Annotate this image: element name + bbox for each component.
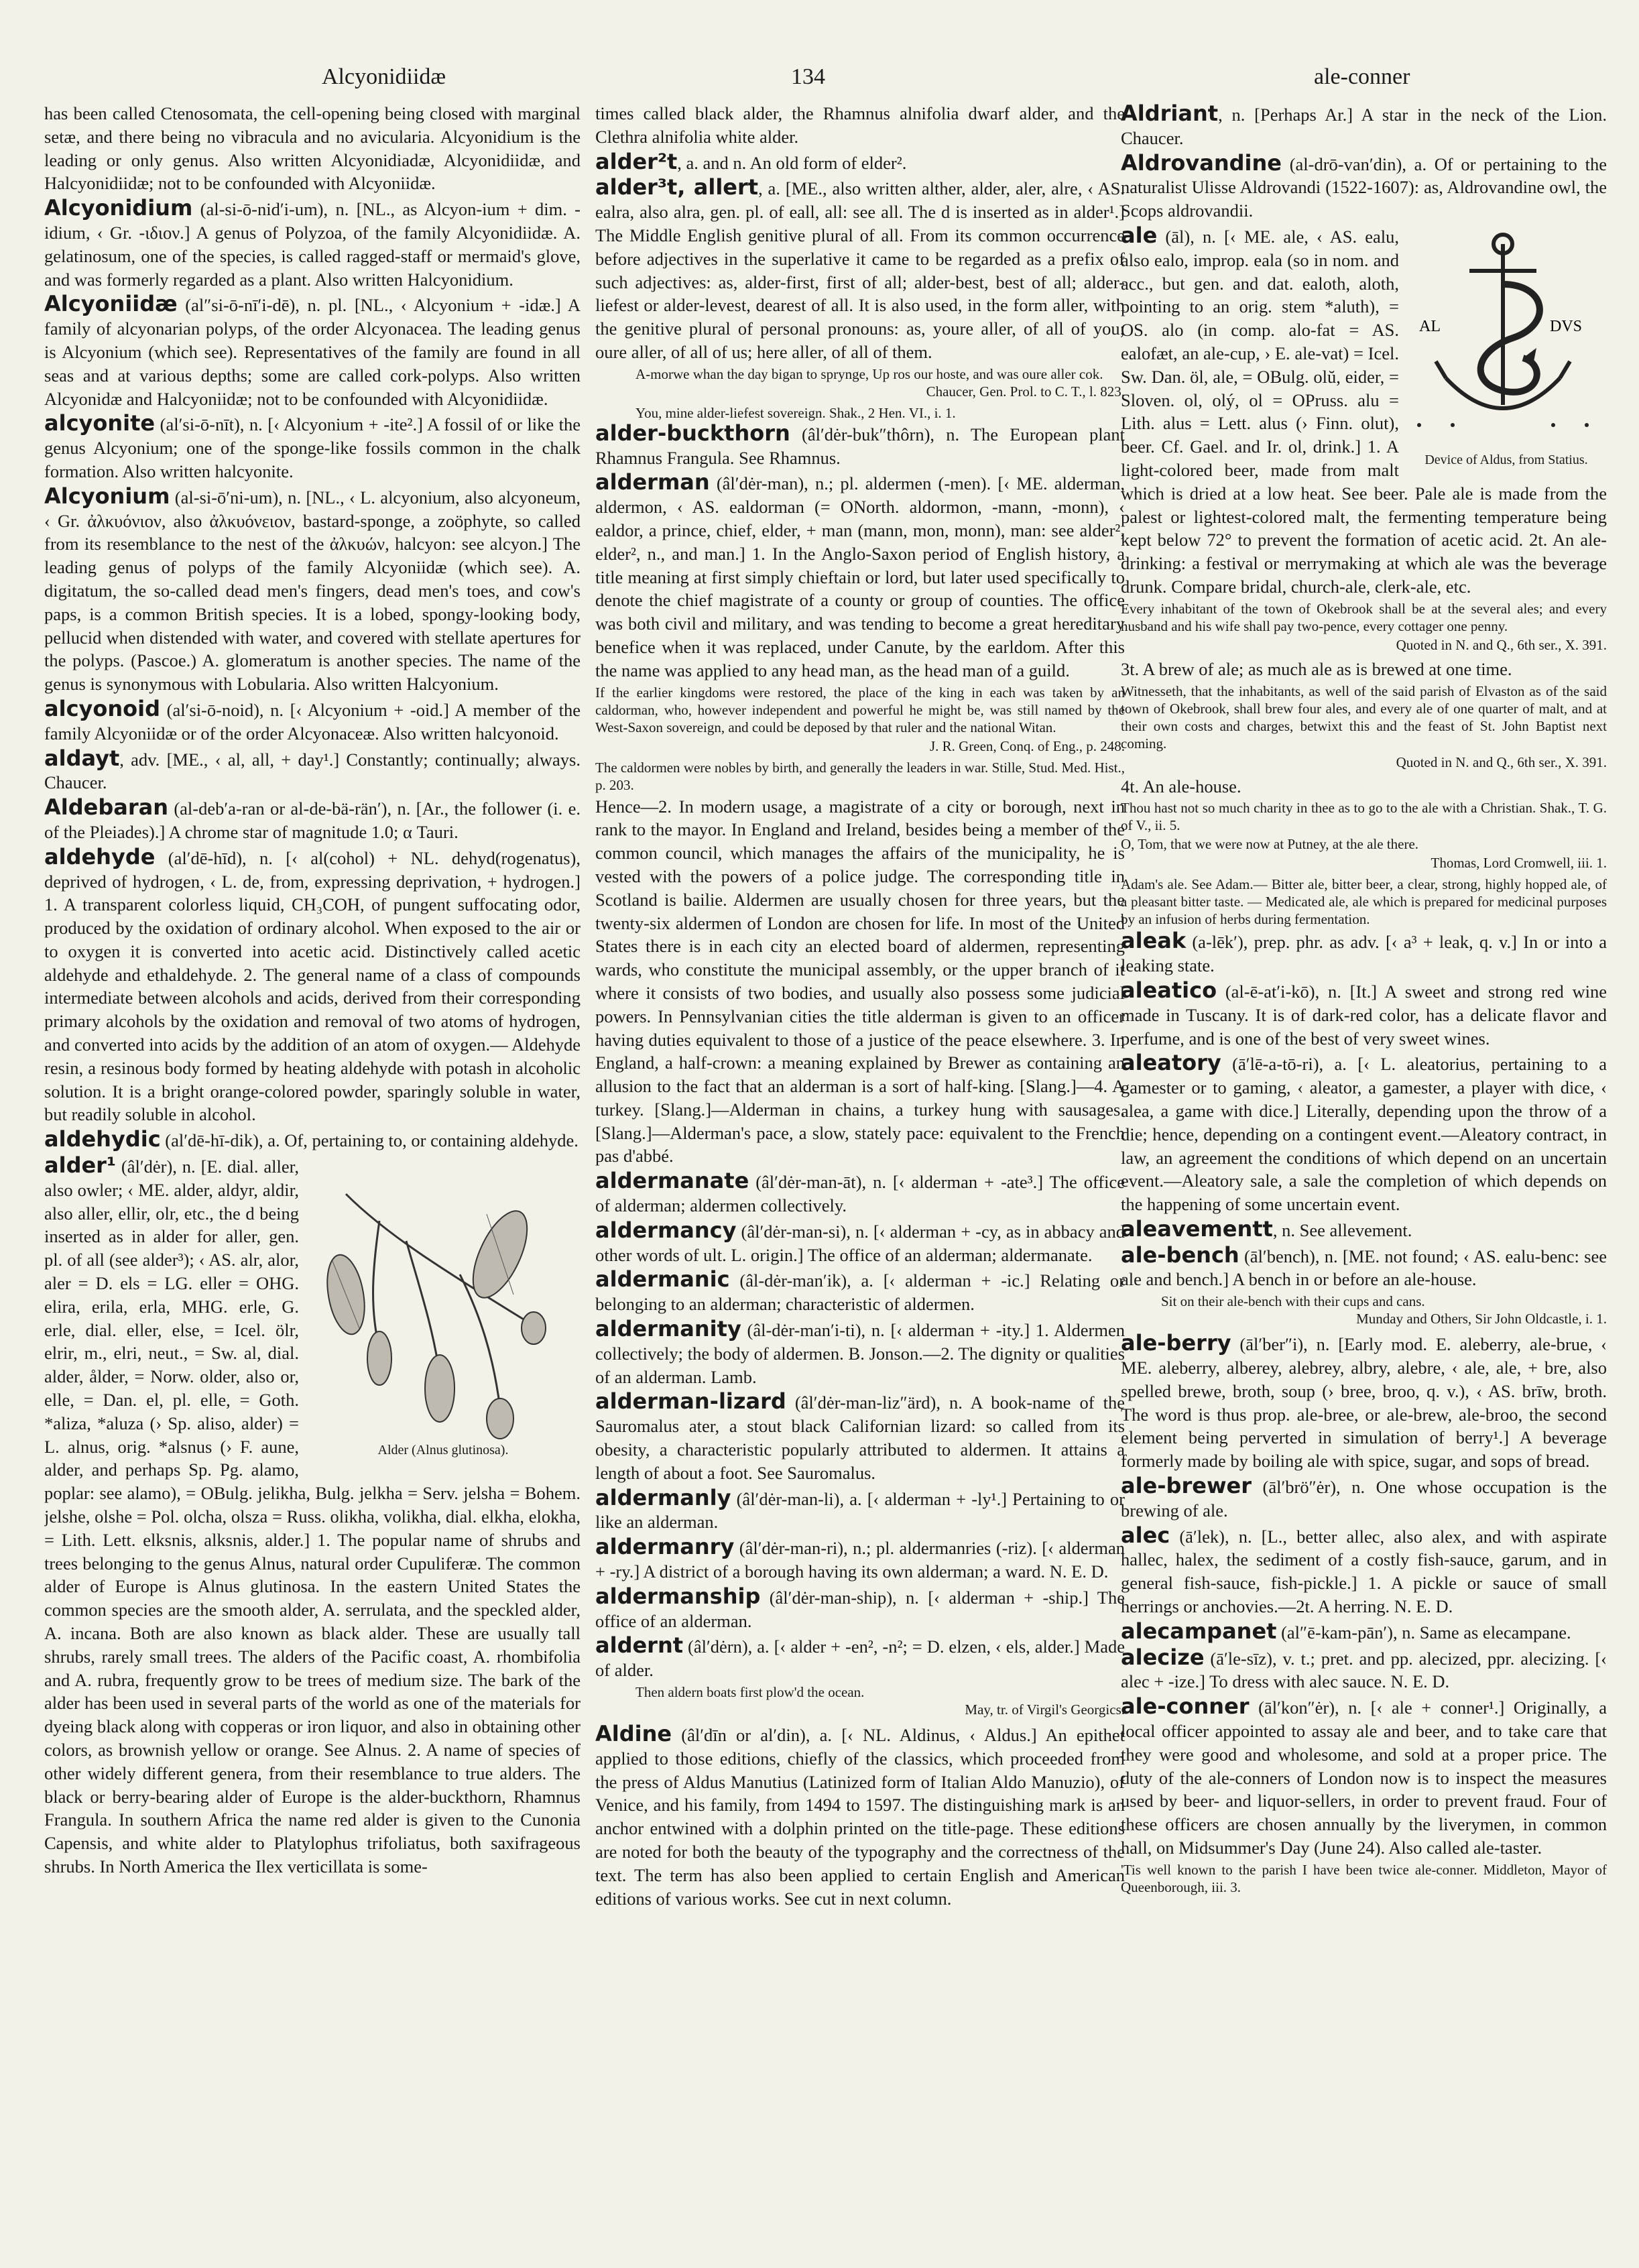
entry-text: [595, 759, 1125, 794]
dictionary-entry: [1121, 1646, 1607, 1694]
entry-text: [595, 1701, 1125, 1718]
entry-text: [1121, 600, 1607, 635]
alder-illustration: [306, 1154, 581, 1458]
dictionary-entry: [1121, 1474, 1607, 1523]
definition-text: Munday and Others, Sir John Oldcastle, i. 1.: [1356, 1311, 1607, 1327]
definition-text: (âl′dėr-man), n.; pl. aldermen (-men). [‹ ME. alderman, aldermon, ‹ AS. ealdorman (= ONorth. aldormon, -mann, -monn), ‹ ealdor, a prince, chief, elder, + man (mann, mon, monn), man: see alder², elder², n., and man.] 1. In the Anglo-Saxon period of English history, a title meaning at first simply chieftain or lord, but later used specifically to denote the chief magistrate of a county or group of counties. The office was both civil and military, and was tending to become a great hereditary benefice when it was replaced, under Canute, by the earldom. After this the name was applied to any head man, as the head man of a guild.: [595, 473, 1125, 680]
definition-text: If the earlier kingdoms were restored, the place of the king in each was taken by an caldorman, who, however independent and powerful he might be, was still named by the West-Saxon sovereign, and could be deposed by that ruler and the national Witan.: [595, 684, 1125, 735]
dictionary-entry: [595, 1390, 1125, 1484]
entry-text: [1121, 636, 1607, 654]
headword: aldernt: [595, 1632, 684, 1659]
dictionary-entry: [595, 1585, 1125, 1633]
headword: alecampanet: [1121, 1618, 1277, 1644]
dictionary-entry: [44, 1128, 581, 1152]
dictionary-entry: [595, 1634, 1125, 1682]
dictionary-entry: [1121, 1524, 1607, 1618]
dictionary-entry: [595, 1486, 1125, 1535]
definition-text: (âl′dėrn), a. [‹ alder + -en², -n²; = D. elzen, ‹ els, alder.] Made of alder.: [595, 1636, 1125, 1681]
dictionary-entry: [595, 1317, 1125, 1388]
dictionary-entry: [1121, 102, 1607, 150]
entry-text: [595, 365, 1125, 383]
definition-text: (al′dē-hī-dik), a. Of, pertaining to, or containing aldehyde.: [160, 1130, 579, 1151]
column-3: [1121, 102, 1607, 2247]
definition-text: (al″ē-kam-pān′), n. Same as elecampane.: [1276, 1622, 1571, 1643]
definition-text: (al-si-ō-nid′i-um), n. [NL., as Alcyon-ium + dim. -idium, ‹ Gr. -ιδιον.] A genus of Polyzoa, of the family Alcyonidiidæ. A. gelatinosum, one of the species, is called ragged-staff or mermaid's glove, and was formerly regarded as a plant. Also written Halcyonidium.: [44, 199, 581, 290]
definition-text: (al″si-ō-nī′i-dē), n. pl. [NL., ‹ Alcyonium + -idæ.] A family of alcyonarian polyps, of the order Alcyonacea. The leading genus is Alcyonium (which see). Representatives of the family are found in all seas and at various depths; some are called cork-polyps. Also written Alcyonidæ and Halcyoniidæ; not to be confounded with Alcyonidiidæ.: [44, 295, 581, 409]
aldus-device-illustration: [1406, 224, 1607, 468]
header-left-guideword: Alcyonidiidæ: [322, 64, 446, 89]
headword: alecize: [1121, 1644, 1205, 1670]
headword: Alcyonium: [44, 483, 170, 509]
headword: aleatory: [1121, 1050, 1221, 1076]
entry-text: [595, 795, 1125, 1169]
definition-text: Hence—2. In modern usage, a magistrate of a city or borough, next in rank to the mayor. In England and Ireland, besides being a member of the common council, which manages the affairs of the municipality, he is vested with the powers of a police judge. The corresponding title in Scotland is bailie. Aldermen are usually chosen for three years, but the twenty-six aldermen of London are chosen for life. In most of the United States there is in each city an elected board of aldermen, representing wards, who constitute the municipal assembly, or the upper branch of it where it consists of two bodies, and usually also possess some judicial powers. In Pennsylvanian cities the title alderman is given to an officer having duties equivalent to those of a justice of the peace elsewhere. 3. In England, a half-crown: a meaning explained by Brewer as containing an allusion to the fact that an alderman is a sort of half-king. [Slang.]—4. A turkey. [Slang.]—Alderman in chains, a turkey hung with sausages. [Slang.]—Alderman's pace, a slow, stately pace: equivalent to the French pas d'abbé.: [595, 796, 1125, 1167]
headword: Alcyonidium: [44, 195, 193, 221]
dictionary-entry: [595, 1722, 1125, 1910]
dictionary-entry: [1121, 1217, 1607, 1242]
headword: aleatico: [1121, 977, 1217, 1003]
headword: Aldine: [595, 1721, 672, 1747]
definition-text: Adam's ale. See Adam.— Bitter ale, bitter beer, a clear, strong, highly hopped ale, of a pleasant bitter taste. — Medicated ale, ale which is prepared for medicinal purposes by an infusion of herbs during fermentation.: [1121, 876, 1607, 928]
headword: alder¹: [44, 1152, 116, 1179]
definition-text: (al-si-ō′ni-um), n. [NL., ‹ L. alcyonium, also alcyoneum, ‹ Gr. ἀλκυόνιον, also ἀλκυόνειον, bastard-sponge, a zoöphyte, so called from its resemblance to the nest of the ἀλκυών, halcyon: see alcyon.] The leading genus of polyps of the family Alcyoniidæ (which see). A. digitatum, the so-called dead men's fingers, dead men's toes, and cow's paps, is a common British species. It is a lobed, spongy-looking body, pellucid when distended with water, and covered with stellate apertures for the polyps. (Pascoe.) A. glomeratum is another species. The name of the genus is synonymous with Lobularia. Also written Halcyonium.: [44, 487, 581, 695]
aldus-caption: Device of Aldus, from Statius.: [1424, 452, 1588, 467]
headword: alec: [1121, 1522, 1170, 1548]
definition-text: (âl′dīn or al′din), a. [‹ NL. Aldinus, ‹ Aldus.] An epithet applied to those editions, chiefly of the classics, which proceeded from the press of Aldus Manutius (Latinized form of Italian Aldo Manuzio), of Venice, and his family, from 1494 to 1597. The distinguishing mark is an anchor entwined with a dolphin printed on the title-page. These editions are noted for both the beauty of the typography and the correctness of the text. The term has also been applied to certain English and American editions of various works. See cut in next column.: [595, 1725, 1125, 1909]
definition-text: (al′si-ō-noid), n. [‹ Alcyonium + -oid.] A member of the family Alcyoniidæ or of the order Alcyonaceæ. Also written halcyonoid.: [44, 699, 581, 743]
headword: Aldriant: [1121, 102, 1219, 126]
dictionary-entry: [44, 845, 581, 1127]
definition-text: A-morwe whan the day bigan to sprynge, Up ros our hoste, and was oure aller cok.: [635, 365, 1103, 382]
headword: aldermanity: [595, 1316, 741, 1342]
dictionary-entry: [1121, 979, 1607, 1050]
definition-text: (âl′dėr), n. [E. dial. aller, also owler; ‹ ME. alder, aldyr, aldir, also aller, ellir, olr, etc., the d being inserted as in alder for aller, gen. pl. of all (see alder³); ‹ AS. alr, alor, aler = D. els = LG. eller = OHG. elira, erila, erla, MHG. erle, G. erle, dial. eller, else, = Icel. ölr, elrir, m., elri, neut., = Sw. al, dial. alder, ålder, = Norw. older, also or, elle, = Dan. el, pl. elle, = Goth. *aliza, *aluza (› Sp. aliso, alder) = L. alnus, orig. *alsnus (› F. aune, alder, and perhaps Sp. Pg. alamo, poplar: see alamo), = OBulg. jelikha, Bulg. jelkha = Serv. jelsha = Bohem. jelshe, olshe = Pol. olcha, olsza = Russ. olikha, volikha, dial. elkha, elokha, = Lith. Lett. elksnis, alksnis, alder.] 1. The popular name of shrubs and trees belonging to the genus Alnus, natural order Cupuliferæ. The common alder of Europe is Alnus glutinosa. In the eastern United States the common species are the smooth alder, A. serrulata, and the speckled alder, A. incana. Both are also known as black alder. These are usually tall shrubs, rarely small trees. The alders of the Pacific coast, A. rhombifolia and A. rubra, frequently grow to be trees of medium size. The bark of the alder has been used in several parts of the world as one of the materials for dyeing black along with copperas or iron liquor, and also in obtaining other colors, as brownish yellow or orange. See Alnus. 2. A name of species of other widely different genera, from their resemblance to true alders. The black or berry-bearing alder of Europe is the alder-buckthorn, Rhamnus Frangula. In southern Africa the name red alder is given to the Cunonia Capensis, and white alder to Platylophus trifoliatus, both saxifrageous shrubs. In North America the Ilex verticillata is some-: [44, 1156, 581, 1876]
headword: alcyonite: [44, 410, 156, 436]
entry-text: [1121, 754, 1607, 771]
dictionary-entry: [595, 150, 1125, 175]
entry-text: [1121, 1861, 1607, 1896]
dictionary-entry: [1121, 1051, 1607, 1216]
dictionary-entry: [595, 1535, 1125, 1584]
definition-text: (ā′le-sīz), v. t.; pret. and pp. alecized, ppr. alecizing. [‹ alec + -ize.] To dress with alec sauce. N. E. D.: [1121, 1648, 1607, 1692]
definition-text: O, Tom, that we were now at Putney, at the ale there.: [1121, 836, 1419, 853]
definition-text: (āl), n. [‹ ME. ale, ‹ AS. ealu, also ealo, improp. eala (so in nom. and acc., but gen. and dat. ealoth, aloth, pointing to an orig. stem *aluth), = OS. alo (in comp. alo-fat = AS. ealofæt, an ale-cup, › E. ale-vat) = Icel. Sw. Dan. öl, ale, = OBulg. olŭ, eider, = Sloven. ol, olý, ol = OPruss. alu = Lith. alus = Lett. alus (› Finn. olut), beer. Cf. Gael. and Ir. ol, drink.] 1. A light-colored beer, made from malt which is dried at a low heat. See beer. Pale ale is made from the palest or lightest-colored malt, the fermenting temperature being kept below 72° to prevent the formation of acetic acid. 2t. An ale-drinking: a festival or merrymaking at which ale was the beverage drunk. Compare bridal, church-ale, clerk-ale, etc.: [1121, 226, 1607, 597]
definition-text: Quoted in N. and Q., 6th ser., X. 391.: [1396, 754, 1607, 770]
dictionary-entry: [1121, 1244, 1607, 1292]
entry-text: [1121, 1293, 1607, 1310]
dictionary-entry: [44, 412, 581, 483]
aldus-mark-right: DVS: [1550, 317, 1583, 335]
definition-text: (a-lēk′), prep. phr. as adv. [‹ a³ + leak, q. v.] In or into a leaking state.: [1121, 932, 1607, 976]
entry-text: [1121, 658, 1607, 681]
headword: ale-berry: [1121, 1330, 1231, 1356]
headword: alcyonoid: [44, 695, 161, 721]
definition-text: (âl′dėr-man-ri), n.; pl. aldermanries (-riz). [‹ alderman + -ry.] A district of a borough having its own alderman; a ward. N. E. D.: [595, 1538, 1125, 1582]
definition-text: (āl′ber″i), n. [Early mod. E. aleberry, ale-brue, ‹ ME. aleberry, alberey, alebrey, albry, alebre, ‹ ale, ale, + bre, also spelled brewe, broth, soup (› bree, broo, q. v.), ‹ AS. brīw, broth. The word is thus prop. ale-bree, or ale-brew, ale-broo, the second element being perverted in simulation of berry¹.] A beverage formerly made by boiling ale with spice, sugar, and sops of bread.: [1121, 1334, 1607, 1472]
dictionary-entry: [44, 697, 581, 745]
definition-text: Thomas, Lord Cromwell, iii. 1.: [1431, 855, 1607, 872]
alder-branch-icon: [306, 1154, 574, 1442]
entry-text: [1121, 876, 1607, 928]
headword: alderman: [595, 469, 710, 495]
dictionary-entry: [44, 485, 581, 696]
column-1: [44, 102, 581, 2247]
entry-text: [1121, 682, 1607, 752]
definition-text: , a. [ME., also written alther, alder, aler, alre, ‹ AS. ealra, also alra, gen. pl. of eall, all: see all. The d is inserted as in alder¹.] The Middle English genitive plural of all. From its common occurrence before adjectives in the superlative it came to be regarded as a prefix of such adjectives: as, alder-first, first of all; alder-best, best of all; alder-liefest or alder-levest, dearest of all. It is also used, in the form aller, with the genitive plural of personal pronouns: as, youre aller, of all of you; oure aller, of all of us; here aller, of all of them.: [595, 178, 1125, 362]
headword: Aldebaran: [44, 794, 168, 821]
definition-text: May, tr. of Virgil's Georgics.: [965, 1702, 1125, 1718]
definition-text: Then aldern boats first plow'd the ocean.: [635, 1684, 865, 1701]
entry-text: [1121, 835, 1607, 853]
definition-text: J. R. Green, Conq. of Eng., p. 248.: [929, 737, 1125, 754]
dictionary-entry: [44, 196, 581, 291]
dictionary-entry: [1121, 1331, 1607, 1473]
headword: Alcyoniidæ: [44, 291, 178, 317]
definition-text: Thou hast not so much charity in thee as to go to the ale with a Christian. Shak., T. G. of V., ii. 5.: [1121, 800, 1607, 834]
header-right-guideword: ale-conner: [1314, 64, 1410, 89]
definition-text: (âl-dėr-man′i-ti), n. [‹ alderman + -ity.] 1. Aldermen collectively; the body of aldermen. B. Jonson.—2. The dignity or qualities of an alderman. Lamb.: [595, 1320, 1125, 1387]
headword: aldermanate: [595, 1168, 749, 1194]
entry-text: [595, 102, 1125, 149]
headword: aldermanry: [595, 1534, 735, 1560]
definition-text: (âl′dėr-man-ship), n. [‹ alderman + -ship.] The office of an alderman.: [595, 1587, 1125, 1631]
definition-text: 4t. An ale-house.: [1121, 776, 1241, 796]
headword: ale: [1121, 222, 1158, 248]
entry-text: [1121, 1310, 1607, 1327]
headword: aldermanly: [595, 1484, 731, 1510]
definition-text: Witnesseth, that the inhabitants, as well of the said parish of Elvaston as of the said town of Okebrook, shall brew four ales, and every ale of one quarter of malt, and at their own costs and charges, betwixt this and the feast of St. John Baptist next coming.: [1121, 682, 1607, 752]
definition-text: (āl′bench), n. [ME. not found; ‹ AS. ealu-benc: see ale and bench.] A bench in or before an ale-house.: [1121, 1246, 1607, 1290]
definition-text: (âl-dėr-man′ik), a. [‹ alderman + -ic.] Relating or belonging to an alderman; characteristic of aldermen.: [595, 1270, 1125, 1315]
definition-text: times called black alder, the Rhamnus alnifolia dwarf alder, and the Clethra alnifolia white alder.: [595, 103, 1125, 147]
definition-text: (al-drō-van′din), a. Of or pertaining to the naturalist Ulisse Aldrovandi (1522-1607): as, Aldrovandine owl, the Scops aldrovandii.: [1121, 154, 1607, 221]
headword: aldermanic: [595, 1266, 730, 1293]
dictionary-entry: [1121, 929, 1607, 977]
entry-text: [1121, 799, 1607, 834]
definition-text: (al′si-ō-nīt), n. [‹ Alcyonium + -ite².] A fossil of or like the genus Alcyonium; one of the sponge-like fossils common in the chalk formation. Also written halcyonite.: [44, 414, 581, 481]
definition-text: Quoted in N. and Q., 6th ser., X. 391.: [1396, 636, 1607, 653]
definition-text: (âl′dėr-man-li), a. [‹ alderman + -ly¹.] Pertaining to or like an alderman.: [595, 1488, 1125, 1533]
definition-text: has been called Ctenosomata, the cell-opening being closed with marginal setæ, and there being no vibracula and no avicularia. Alcyonidium is the leading or only genus. Also written Alcyonidiadæ, Alcyonidiidæ, and Halcyonidiidæ; not to be confounded with Alcyoniidæ.: [44, 103, 581, 194]
entry-text: [595, 684, 1125, 736]
definition-text: (ā′lek), n. [L., better allec, also alex, and with aspirate hallec, halex, the sediment of a costly fish-sauce, garum, and in general fish-sauce, fish-pickle.] 1. A pickle or sauce of small herrings or anchovies.—2t. A herring. N. E. D.: [1121, 1526, 1607, 1617]
definition-text: (ā′lē-a-tō-ri), a. [‹ L. aleatorius, pertaining to a gamester or to gaming, ‹ aleator, a gamester, a player with dice, ‹ alea, a game with dice.] Literally, depending upon the throw of a die; hence, depending on a contingent event.—Aleatory contract, in law, an agreement the conditions of which depend on an uncertain event.—Aleatory sale, a sale the completion of which depends on the happening of some uncertain event.: [1121, 1054, 1607, 1215]
definition-text: , adv. [ME., ‹ al, all, + day¹.] Constantly; continually; always. Chaucer.: [44, 749, 581, 793]
definition-text: (āl′brö″ėr), n. One whose occupation is the brewing of ale.: [1121, 1477, 1607, 1520]
alder-caption: Alder (Alnus glutinosa).: [377, 1443, 509, 1458]
definition-text: , n. See allevement.: [1272, 1219, 1412, 1240]
definition-text: (âl′dėr-buk″thôrn), n. The European plant Rhamnus Frangula. See Rhamnus.: [595, 424, 1125, 468]
headword: aleavementt: [1121, 1215, 1273, 1242]
dictionary-entry: [1121, 1620, 1607, 1645]
headword: aldermanship: [595, 1583, 761, 1609]
headword: alder-buckthorn: [595, 420, 790, 446]
column-2: [595, 102, 1125, 2247]
dictionary-entry: [595, 471, 1125, 682]
dictionary-entry: [595, 1219, 1125, 1267]
anchor-dolphin-icon: [1406, 224, 1600, 452]
definition-text: Every inhabitant of the town of Okebrook shall be at the several ales; and every husband and his wife shall pay two-pence, every cottager one penny.: [1121, 600, 1607, 634]
headword: alderman-lizard: [595, 1388, 786, 1415]
definition-text: Sit on their ale-bench with their cups and cans.: [1161, 1293, 1425, 1310]
entry-text: [595, 383, 1125, 400]
definition-text: (al-ē-at′i-kō), n. [It.] A sweet and strong red wine made in Tuscany. It is of dark-red color, has a delicate flavor and perfume, and is one of the best of very sweet wines.: [1121, 981, 1607, 1049]
dictionary-entry: [44, 292, 581, 410]
definition-text: (al-deb′a-ran or al-de-bä-rän′), n. [Ar., the follower (i. e. of the Pleiades).] A chrome star of magnitude 1.0; α Tauri.: [44, 798, 581, 842]
dictionary-entry: [595, 1169, 1125, 1217]
dictionary-entry: [595, 1268, 1125, 1316]
definition-text: 'Tis well known to the parish I have been twice ale-conner. Middleton, Mayor of Queenborough, iii. 3.: [1121, 1861, 1607, 1895]
aldus-mark-left: AL: [1419, 317, 1441, 335]
entry-text: [595, 737, 1125, 755]
entry-text: [595, 1683, 1125, 1701]
entry-text: [1121, 854, 1607, 872]
definition-text: , a. and n. An old form of elder².: [677, 152, 907, 173]
dictionary-entry: [595, 176, 1125, 363]
headword: Aldrovandine: [1121, 150, 1282, 176]
definition-text: (al′dē-hīd), n. [‹ al(cohol) + NL. dehyd(rogenatus), deprived of hydrogen, ‹ L. de, from, expressing deprivation, + hydrogen.] 1. A transparent colorless liquid, CH₃COH, of pungent suffocating odor, produced by the oxidation of ordinary alcohol. When exposed to the air or to oxygen it is converted into acetic acid. Distinctively called acetic aldehyde and ethaldehyde. 2. The general name of a class of compounds intermediate between alcohols and acids, derived from their corresponding primary alcohols by the oxidation and removal of two atoms of hydrogen, and converted into acids by the addition of an atom of oxygen.— Aldehyde resin, a resinous body formed by heating aldehyde with potash in alcoholic solution. It is a bright orange-colored powder, sparingly soluble in water, but readily soluble in alcohol.: [44, 847, 581, 1125]
definition-text: (āl′kon″ėr), n. [‹ ale + conner¹.] Originally, a local officer appointed to assay ale and beer, and to take care that they were good and wholesome, and sold at a proper price. The duty of the ale-conners of London now is to inspect the measures used by beer- and liquor-sellers, in order to prevent fraud. Four of these officers are chosen annually by the liverymen, in common hall, on Midsummer's Day (June 24). Also called ale-taster.: [1121, 1697, 1607, 1858]
headword: alder³t, allert: [595, 174, 759, 200]
entry-text: [1121, 775, 1607, 798]
definition-text: Chaucer, Gen. Prol. to C. T., l. 823.: [926, 383, 1125, 400]
definition-text: (âl′dėr-man-si), n. [‹ alderman + -cy, as in abbacy and other words of ult. L. origin.] The office of an alderman; aldermanate.: [595, 1221, 1125, 1265]
dictionary-entry: [1121, 1695, 1607, 1860]
headword: aldayt: [44, 745, 120, 771]
definition-text: The caldormen were nobles by birth, and generally the leaders in war. Stille, Stud. Med. Hist., p. 203.: [595, 759, 1125, 793]
headword: ale-bench: [1121, 1242, 1239, 1268]
page-number: 134: [791, 64, 825, 89]
definition-text: 3t. A brew of ale; as much ale as is brewed at one time.: [1121, 658, 1512, 679]
headword: aldehydic: [44, 1126, 161, 1152]
headword: ale-brewer: [1121, 1473, 1252, 1499]
entry-text: [595, 404, 1125, 422]
dictionary-entry: [44, 747, 581, 795]
running-header: [0, 64, 1639, 98]
headword: aldermancy: [595, 1217, 737, 1243]
definition-text: , n. [Perhaps Ar.] A star in the neck of the Lion. Chaucer.: [1121, 105, 1607, 148]
definition-text: You, mine alder-liefest sovereign. Shak., 2 Hen. VI., i. 1.: [635, 404, 956, 421]
definition-text: (âl′dėr-man-liz″ärd), n. A book-name of the Sauromalus ater, a stout black Californian lizard: so called from its obesity, a characteristic popularly attributed to aldermen. It attains a length of about a foot. See Sauromalus.: [595, 1392, 1125, 1483]
dictionary-entry: [1121, 152, 1607, 223]
dictionary-entry: [44, 796, 581, 844]
headword: aleak: [1121, 928, 1187, 954]
entry-text: [44, 102, 581, 195]
dictionary-entry: [595, 422, 1125, 470]
definition-text: (âl′dėr-man-āt), n. [‹ alderman + -ate³.] The office of alderman; aldermen collectively.: [595, 1172, 1125, 1216]
headword: alder²t: [595, 148, 678, 174]
headword: aldehyde: [44, 843, 156, 870]
headword: ale-conner: [1121, 1693, 1250, 1720]
